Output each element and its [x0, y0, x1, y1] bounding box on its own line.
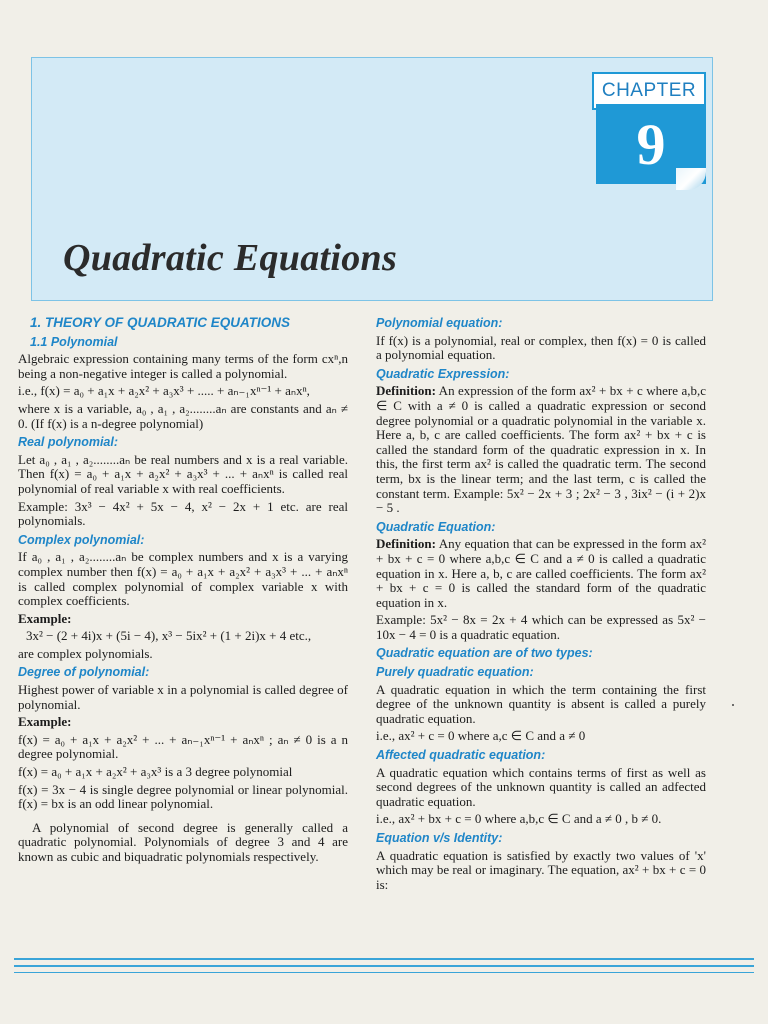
equation-line: i.e., ax² + bx + c = 0 where a,b,c ∈ C and a ≠ 0 , b ≠ 0.: [376, 811, 662, 827]
heading-purely-quadratic: Purely quadratic equation:: [376, 665, 534, 680]
equation-line: i.e., f(x) = a₀ + a₁x + a₂x² + a₃x³ + ..... + aₙ₋₁xⁿ⁻¹ + aₙxⁿ,: [18, 383, 310, 399]
heading-two-types: Quadratic equation are of two types:: [376, 646, 593, 661]
paragraph: are complex polynomials.: [18, 645, 153, 661]
footer-rule: [14, 965, 754, 967]
paragraph: A polynomial of second degree is generally called a quadratic polynomial. Polynomials of degree 3 and 4 are known as cubic and biquadratic polynomials respectively.: [18, 819, 348, 864]
definition-paragraph: [376, 384, 706, 515]
paragraph: Algebraic expression containing many terms of the form cxⁿ,n being a non-negative integer is called a polynomial.: [18, 351, 348, 381]
paragraph: where x is a variable, a₀ , a₁ , a₂........aₙ are constants and aₙ ≠ 0. (If f(x) is a n-degree polynomial): [18, 400, 348, 431]
heading-quadratic-expression: Quadratic Expression:: [376, 366, 510, 381]
definition-text: Any equation that can be expressed in the form ax² + bx + c = 0 where a,b,c ∈ C and a ≠ 0 is called a quadratic equation in x. Here a, b, c are called coefficients. The form ax² + bx + c = 0 is called the standard form of the quadratic equation in x.: [376, 536, 706, 610]
definition-label: Definition:: [376, 536, 436, 552]
chapter-number: 9: [596, 104, 706, 184]
equation-line: f(x) = a₀ + a₁x + a₂x² + ... + aₙ₋₁xⁿ⁻¹ + aₙxⁿ ; aₙ ≠ 0 is a n degree polynomial.: [18, 731, 348, 762]
left-column: [18, 312, 348, 868]
heading-equation-vs-identity: Equation v/s Identity:: [376, 831, 503, 845]
heading-affected-quadratic: Affected quadratic equation:: [376, 748, 546, 763]
paragraph: A quadratic equation in which the term containing the first degree of the unknown quantity is absent is called a purely quadratic equation.: [376, 681, 706, 726]
paragraph: A quadratic equation which contains terms of first as well as second degrees of the unknown quantity is called an adfected quadratic equation.: [376, 764, 706, 809]
equation-line: 3x² − (2 + 4i)x + (5i − 4), x³ − 5ix² + (1 + 2i)x + 4 etc.,: [26, 628, 312, 644]
footer-rule: [14, 958, 754, 960]
subsection-heading: 1.1 Polynomial: [30, 334, 118, 349]
definition-text: An expression of the form ax² + bx + c where a,b,c ∈ C with a ≠ 0 is called a quadratic expression or second degree polynomial or a quadratic polynomial in the variable x. Here a, b, c are called coefficients. The form ax² + bx + c is called the standard form of the quadratic expression in x. In this, the first term ax² is called the quadratic term. The second term, bx is the linear term; and the last term, c is called the constant term. Example: 5x² − 2x + 3 ; 2x² − 3 , 3ix² − (i + 2)x − 5 .: [376, 383, 706, 516]
heading-quadratic-equation: Quadratic Equation:: [376, 519, 496, 534]
right-column: [376, 312, 706, 895]
chapter-label: CHAPTER: [592, 72, 706, 110]
stray-mark: [732, 704, 734, 706]
equation-line: f(x) = a₀ + a₁x + a₂x² + a₃x³ is a 3 degree polynomial: [18, 764, 293, 780]
paragraph: A quadratic equation is satisfied by exactly two values of 'x' which may be real or imaginary. The equation, ax² + bx + c = 0 is:: [376, 847, 706, 892]
heading-degree-polynomial: Degree of polynomial:: [18, 665, 150, 680]
paragraph: If f(x) is a polynomial, real or complex, then f(x) = 0 is called a polynomial equation.: [376, 332, 706, 363]
example-label: Example:: [18, 714, 72, 730]
section-heading: 1. THEORY OF QUADRATIC EQUATIONS: [30, 315, 291, 330]
paragraph: Let a₀ , a₁ , a₂........aₙ be real numbers and x is a real variable. Then f(x) = a₀ + a₁x + a₂x² + a₃x³ + ... + aₙxⁿ is called real polynomial of real variable x with real coefficients.: [18, 451, 348, 496]
paragraph: Highest power of variable x in a polynomial is called degree of polynomial.: [18, 682, 348, 712]
page-title: Quadratic Equations: [63, 237, 398, 279]
definition-label: Definition:: [376, 383, 436, 399]
equation-line: i.e., ax² + c = 0 where a,c ∈ C and a ≠ 0: [376, 728, 586, 744]
heading-real-polynomial: Real polynomial:: [18, 435, 119, 450]
example-label: Example:: [18, 610, 72, 626]
paragraph: If a₀ , a₁ , a₂........aₙ be complex numbers and x is a varying complex number then f(x) = a₀ + a₁x + a₂x² + a₃x³ + ... + aₙxⁿ is called complex polynomial of complex variable x with complex coefficients.: [18, 549, 348, 609]
paragraph: Example: 3x³ − 4x² + 5x − 4, x² − 2x + 1 etc. are real polynomials.: [18, 498, 348, 529]
heading-complex-polynomial: Complex polynomial:: [18, 532, 145, 547]
equation-line: f(x) = 3x − 4 is single degree polynomial or linear polynomial. f(x) = bx is an odd linear polynomial.: [18, 781, 348, 812]
footer-rule: [14, 972, 754, 973]
definition-paragraph: [376, 537, 706, 610]
heading-polynomial-equation: Polynomial equation:: [376, 316, 503, 330]
paragraph: Example: 5x² − 8x = 2x + 4 which can be expressed as 5x² − 10x − 4 = 0 is a quadratic equation.: [376, 612, 706, 642]
